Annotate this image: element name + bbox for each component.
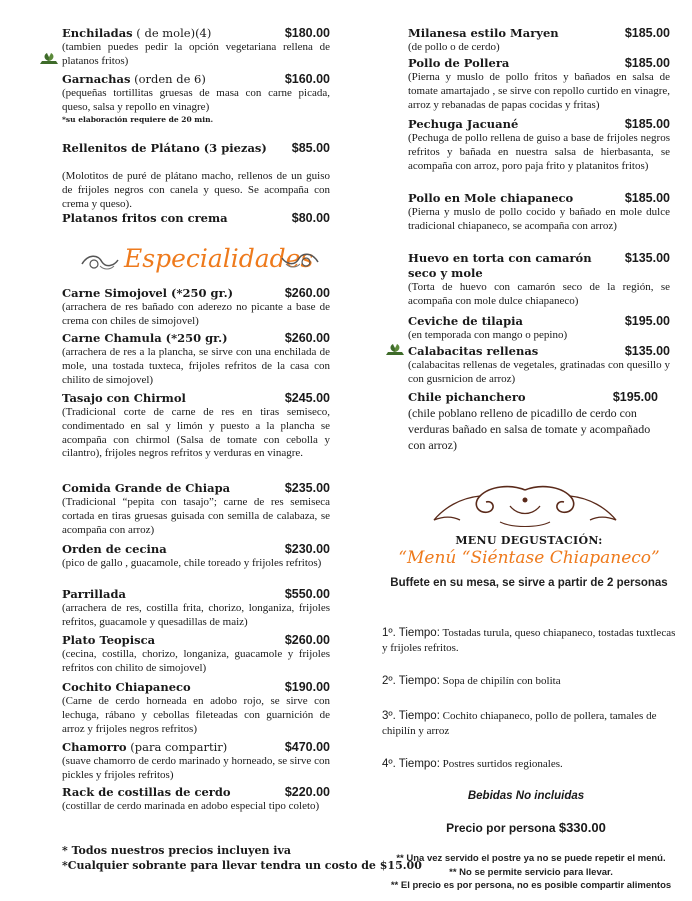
menu-item-platanos-fritos bbox=[62, 211, 330, 226]
footnote-1: ** Una vez servido el postre ya no se puede repetir el menú. bbox=[396, 853, 666, 864]
item-name: Pollo de Pollera bbox=[408, 56, 510, 70]
degustacion-heading: MENU DEGUSTACIÓN: bbox=[455, 534, 603, 547]
flourish-right-icon bbox=[280, 248, 320, 272]
item-name: Chile pichanchero bbox=[408, 390, 526, 404]
item-price: $185.00 bbox=[624, 191, 670, 205]
item-description: (Carne de cerdo horneada en adobo rojo, se sirve con lechuga, rábano y cebollas fileteadas con guarnición de arroz y frijoles negros refritos) bbox=[62, 695, 330, 735]
item-price: $260.00 bbox=[284, 331, 330, 345]
item-price: $185.00 bbox=[624, 117, 670, 131]
item-description: (costillar de cerdo marinada en adobo especial tipo coleto) bbox=[62, 800, 320, 812]
item-name: Carne Simojovel (*250 gr.) bbox=[62, 286, 234, 300]
item-description: (pequeñas tortillitas gruesas de masa con carne picada, queso, salsa y repollo en vinagre) bbox=[62, 87, 330, 113]
item-name: Plato Teopisca bbox=[62, 633, 156, 647]
item-description: (Pechuga de pollo rellena de guiso a base de frijoles negros refritos y bañada en nuestra salsa de hierbasanta, se acompaña con arroz, poro paja frito y platanitos fritos) bbox=[408, 132, 670, 172]
item-name: Milanesa estilo Maryen bbox=[408, 26, 559, 40]
tiempo-label: 2º. Tiempo: bbox=[382, 675, 440, 687]
item-description: (pico de gallo , guacamole, chile toreado y frijoles refritos) bbox=[62, 557, 322, 569]
menu-item-pechuga-jacuane bbox=[408, 117, 670, 173]
menu-item-enchiladas bbox=[62, 26, 330, 69]
item-description: (Pierna y muslo de pollo fritos y bañados en salsa de tomate amartajado , se sirve con repollo curtido en vinagre, arroz y rebanadas de papas cocidas y fritas) bbox=[408, 71, 670, 111]
menu-item-ceviche-tilapia bbox=[408, 314, 670, 343]
item-name: Pechuga Jacuané bbox=[408, 117, 519, 131]
tiempo-text: Tostadas turula, queso chiapaneco, tostadas tuxtlecas y frijoles refritos. bbox=[382, 627, 676, 654]
item-name: Enchiladas bbox=[62, 26, 133, 40]
item-description: (suave chamorro de cerdo marinado y horneado, se sirve con pickles y frijoles refritos) bbox=[62, 755, 330, 781]
item-extra: (para compartir) bbox=[126, 740, 228, 754]
item-price: $245.00 bbox=[284, 391, 330, 405]
item-price: $190.00 bbox=[284, 680, 330, 694]
ornament-flourish-icon bbox=[430, 482, 620, 530]
vegetarian-leaf-icon bbox=[38, 52, 60, 66]
tiempo-label: 1º. Tiempo: bbox=[382, 627, 440, 639]
price-notes bbox=[62, 843, 422, 873]
precio-value: $330.00 bbox=[558, 820, 606, 835]
menu-item-plato-teopisca bbox=[62, 633, 330, 676]
item-name: Pollo en Mole chiapaneco bbox=[408, 191, 574, 205]
item-price: $195.00 bbox=[624, 314, 670, 328]
item-description: (Molotitos de puré de plátano macho, rellenos de un guiso de frijoles negros con canela y queso. Se acompaña con crema y queso). bbox=[62, 170, 330, 210]
item-description: (arrachera de res a la plancha, se sirve con una enchilada de mole, una tostada tuxteca, frijoles refritos de la casa con chilito de simojovel) bbox=[62, 346, 330, 386]
tiempo-text: Sopa de chipilín con bolita bbox=[439, 675, 561, 687]
item-price: $195.00 bbox=[612, 390, 658, 404]
item-description: (Pierna y muslo de pollo cocido y bañado en mole dulce tradicional chiapaneco, se acompaña con arroz) bbox=[408, 206, 670, 232]
item-price: $80.00 bbox=[291, 211, 330, 225]
item-price: $180.00 bbox=[284, 26, 330, 40]
footnote-3: ** El precio es por persona, no es posible compartir alimentos bbox=[390, 880, 672, 891]
item-name: Orden de cecina bbox=[62, 542, 167, 556]
item-description: (chile poblano relleno de picadillo de cerdo con verduras bañado en salsa de tomate y acompañado con arroz) bbox=[408, 406, 651, 452]
menu-item-cochito-chiapaneco bbox=[62, 680, 330, 736]
item-name: Parrillada bbox=[62, 587, 126, 601]
especialidades-title: Especialidades bbox=[124, 244, 314, 273]
item-description: (arrachera de res, costilla frita, chorizo, longaniza, frijoles refritos, guacamole y quesadillas de maiz) bbox=[62, 602, 330, 628]
item-price: $185.00 bbox=[624, 56, 670, 70]
menu-item-garnachas bbox=[62, 72, 330, 125]
item-price: $550.00 bbox=[284, 587, 330, 601]
item-description: (de pollo o de cerdo) bbox=[408, 41, 500, 53]
menu-item-huevo-torta bbox=[408, 251, 670, 309]
item-name: Chamorro bbox=[62, 740, 127, 754]
item-note: *su elaboración requiere de 20 min. bbox=[62, 114, 214, 124]
item-name: Cochito Chiapaneco bbox=[62, 680, 191, 694]
item-description: (Tradicional “pepita con tasajo”; carne de res semiseca cortada en tiras gruesas guisada con semilla de calabaza, se acompaña con arroz) bbox=[62, 496, 330, 536]
menu-item-calabacitas-rellenas bbox=[408, 344, 670, 387]
item-price: $230.00 bbox=[284, 542, 330, 556]
item-extra: ( de mole)(4) bbox=[132, 26, 212, 40]
item-price: $135.00 bbox=[624, 344, 670, 358]
item-price: $220.00 bbox=[284, 785, 330, 799]
tiempo-3 bbox=[382, 709, 682, 739]
footnote-2: ** No se permite servicio para llevar. bbox=[449, 866, 613, 878]
menu-item-rack-costillas bbox=[62, 785, 330, 814]
item-description: (tambien puedes pedir la opción vegetariana rellena de platanos fritos) bbox=[62, 41, 330, 67]
degustacion-footnotes bbox=[376, 852, 686, 893]
menu-item-milanesa bbox=[408, 26, 670, 55]
item-description: (cecina, costilla, chorizo, longaniza, guacamole y frijoles refritos con chilito de simojovel) bbox=[62, 648, 330, 674]
item-name: Huevo en torta con camarón seco y mole bbox=[408, 251, 592, 280]
item-description: (en temporada con mango o pepino) bbox=[408, 329, 568, 341]
item-name: Platanos fritos con crema bbox=[62, 211, 228, 225]
item-description: (Torta de huevo con camarón seco de la región, se acompaña con mole dulce chiapaneco) bbox=[408, 281, 670, 307]
item-name: Rellenitos de Plátano (3 piezas) bbox=[62, 141, 267, 155]
menu-item-pollo-mole bbox=[408, 191, 670, 234]
menu-item-chamorro bbox=[62, 740, 330, 783]
menu-item-carne-chamula bbox=[62, 331, 330, 387]
menu-item-pollo-pollera bbox=[408, 56, 670, 112]
item-name: Rack de costillas de cerdo bbox=[62, 785, 231, 799]
menu-item-comida-grande-chiapa bbox=[62, 481, 330, 537]
menu-item-chile-pichanchero bbox=[408, 390, 658, 453]
item-price: $160.00 bbox=[284, 72, 330, 86]
bebidas-note: Bebidas No incluidas bbox=[467, 790, 585, 802]
tiempo-text: Cochito chiapaneco, pollo de pollera, tamales de chipilín y arroz bbox=[382, 710, 657, 737]
tiempo-label: 3º. Tiempo: bbox=[382, 710, 440, 722]
item-name: Calabacitas rellenas bbox=[408, 344, 539, 358]
tiempo-text: Postres surtidos regionales. bbox=[439, 758, 563, 770]
item-description: (calabacitas rellenas de vegetales, gratinadas con quesillo y con gusrnicion de arroz) bbox=[408, 359, 670, 385]
degustacion-subtitle: Buffete en su mesa, se sirve a partir de 2 personas bbox=[390, 577, 668, 589]
note-sobrante: *Cualquier sobrante para llevar tendra un costo de $15.00 bbox=[62, 859, 422, 872]
tiempo-1 bbox=[382, 626, 682, 656]
menu-item-orden-cecina bbox=[62, 542, 330, 571]
menu-item-parrillada bbox=[62, 587, 330, 630]
item-description: (Tradicional corte de carne de res en tiras semiseco, condimentado en sal y limón y puesto a la plancha se acompaña con chirmol (Salsa de tomate con cebolla y cilantro), frijoles negros refritos y verduras en vinagre. bbox=[62, 406, 330, 460]
tiempo-2 bbox=[382, 674, 682, 689]
item-price: $235.00 bbox=[284, 481, 330, 495]
menu-item-carne-simojovel bbox=[62, 286, 330, 329]
item-name: Comida Grande de Chiapa bbox=[62, 481, 231, 495]
item-description: (arrachera de res bañado con aderezo no picante a base de crema con chiles de simojovel) bbox=[62, 301, 330, 327]
note-iva: * Todos nuestros precios incluyen iva bbox=[62, 844, 292, 857]
item-name: Tasajo con Chirmol bbox=[62, 391, 186, 405]
item-price: $85.00 bbox=[291, 141, 330, 155]
item-price: $135.00 bbox=[624, 251, 670, 265]
degustacion-title: “Menú “Siéntase Chiapaneco” bbox=[398, 548, 660, 568]
item-price: $260.00 bbox=[284, 633, 330, 647]
item-name: Carne Chamula (*250 gr.) bbox=[62, 331, 228, 345]
tiempo-label: 4º. Tiempo: bbox=[382, 758, 440, 770]
item-name: Ceviche de tilapia bbox=[408, 314, 523, 328]
vegetarian-leaf-icon bbox=[384, 343, 406, 357]
menu-item-rellenitos bbox=[62, 141, 330, 211]
item-name: Garnachas bbox=[62, 72, 131, 86]
item-price: $185.00 bbox=[624, 26, 670, 40]
degustacion-section bbox=[376, 534, 682, 891]
item-price: $260.00 bbox=[284, 286, 330, 300]
item-price: $470.00 bbox=[284, 740, 330, 754]
tiempo-4 bbox=[382, 757, 682, 772]
precio-label: Precio por persona bbox=[446, 821, 559, 835]
menu-item-tasajo-chirmol bbox=[62, 391, 330, 461]
precio-persona bbox=[376, 820, 676, 835]
flourish-left-icon bbox=[80, 250, 120, 274]
item-extra: (orden de 6) bbox=[130, 72, 206, 86]
